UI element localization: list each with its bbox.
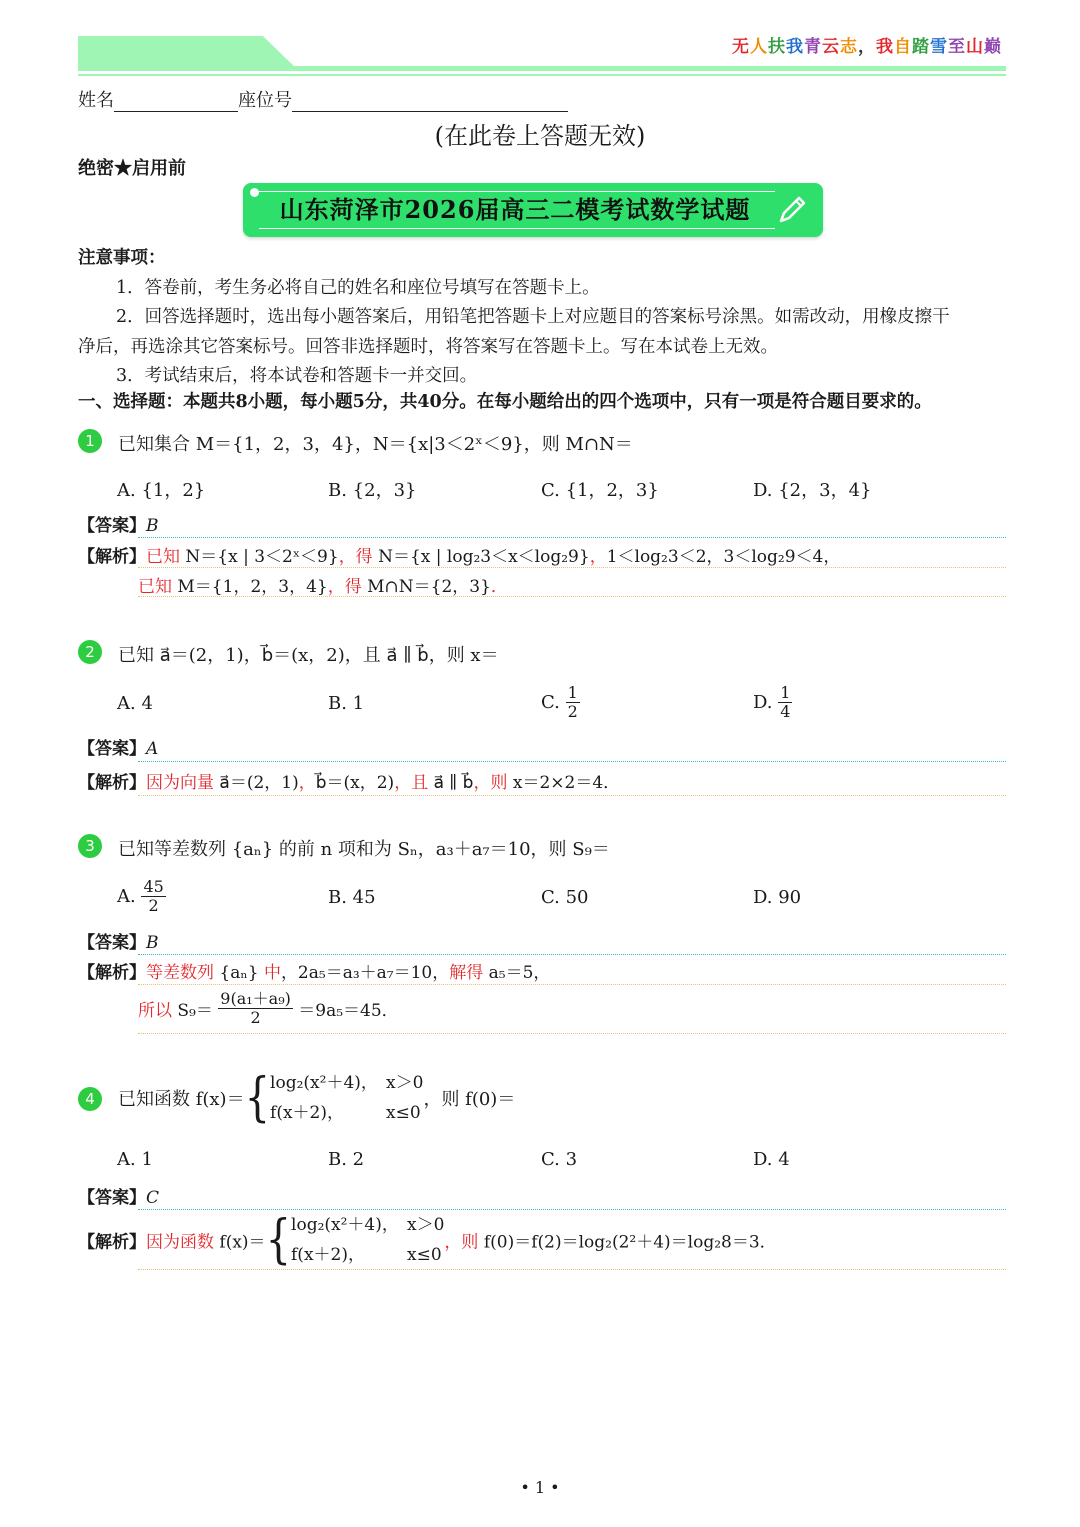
header-rule-thin (78, 74, 1006, 76)
header-rule (78, 66, 1006, 71)
numerator: 9(a₁＋a₉) (220, 989, 291, 1008)
answer-value: B (146, 933, 159, 953)
motto-char: 我 (876, 37, 894, 57)
analysis-text (138, 577, 508, 597)
analysis-text (146, 773, 620, 793)
analysis-segment: N＝{x | log₂3＜x＜log₂9} (372, 547, 590, 567)
void-note: (在此卷上答题无效) (434, 122, 646, 150)
motto-char: 山 (966, 37, 984, 57)
option-c[interactable]: C. 3 (541, 1149, 578, 1170)
notice-heading: 注意事项： (78, 248, 166, 268)
piecewise-cases (270, 1068, 423, 1128)
option-b[interactable]: B. 1 (328, 693, 365, 714)
case-cond: x≤0 (386, 1103, 421, 1123)
answer-value: B (146, 516, 159, 536)
stem-text: 已知函数 f(x)＝ (118, 1089, 245, 1110)
piecewise-cases (291, 1210, 444, 1270)
question-stem: 已知等差数列 {aₙ} 的前 n 项和为 Sₙ，a₃＋a₇＝10，则 S₉＝ (118, 839, 610, 860)
analysis-segment: a⃗ ∥ b⃗ (428, 773, 474, 793)
option-d[interactable]: D. 4 (753, 1149, 790, 1170)
question-stem (118, 1068, 515, 1128)
analysis-segment: M＝{1，2，3，4} (172, 577, 328, 597)
analysis-segment: {aₙ} (214, 963, 264, 983)
answer-line (78, 511, 159, 536)
name-seat-line (78, 86, 568, 112)
case-expr: f(x＋2)， (291, 1245, 365, 1265)
case-cond: x＞0 (407, 1215, 445, 1235)
analysis-line (78, 542, 840, 567)
analysis-segment: ， (298, 773, 316, 793)
analysis-segment: 已知 (146, 547, 180, 567)
option-a[interactable]: A. {1，2} (117, 480, 206, 501)
option-b[interactable]: B. {2，3} (328, 480, 417, 501)
analysis-segment: ，则 (473, 773, 508, 793)
denominator: 2 (250, 1008, 261, 1027)
exam-title: 山东菏泽市2026届高三二模考试数学试题 (279, 195, 751, 224)
option-b[interactable]: B. 2 (328, 1149, 365, 1170)
case-expr: log₂(x²＋4)， (291, 1215, 399, 1235)
analysis-prefix: 所以 (138, 1001, 172, 1021)
option-label: D. (753, 692, 773, 713)
option-label: A. (117, 886, 136, 907)
fraction (218, 990, 293, 1027)
case-cond: x≤0 (407, 1245, 442, 1265)
question-number-badge: 1 (78, 429, 102, 453)
analysis-segment: ，且 (394, 773, 429, 793)
analysis-segment: M∩N＝{2，3} (361, 577, 491, 597)
divider (138, 537, 1006, 538)
numerator: 1 (567, 683, 578, 702)
option-c[interactable]: C. {1，2，3} (541, 480, 659, 501)
notice-item-cont: 净后，再选涂其它答案标号。回答非选择题时，将答案写在答题卡上。写在本试卷上无效。 (78, 336, 778, 357)
analysis-segment: ． (490, 577, 508, 597)
analysis-label: 【解析】 (78, 773, 146, 793)
notice-item: 1．答卷前，考生务必将自己的姓名和座位号填写在答题卡上。 (116, 277, 600, 298)
analysis-label: 【解析】 (78, 963, 146, 983)
option-label: C. (541, 692, 560, 713)
analysis-segment: 中 (263, 963, 281, 983)
option-d[interactable] (753, 684, 792, 721)
denominator: 2 (148, 896, 159, 915)
analysis-text: f(x)＝ (214, 1232, 266, 1253)
divider (138, 596, 1006, 597)
motto-char: 无 (732, 37, 750, 57)
fraction (566, 684, 580, 721)
question-stem: 已知集合 M＝{1，2，3，4}，N＝{x|3＜2ˣ＜9}，则 M∩N＝ (118, 434, 633, 455)
answer-label: 【答案】 (78, 739, 146, 759)
divider (138, 761, 1006, 762)
option-d[interactable]: D. {2，3，4} (753, 480, 872, 501)
motto-char: 我 (786, 37, 804, 57)
name-label: 姓名 (78, 90, 114, 111)
analysis-text: ，则 (444, 1232, 479, 1253)
numerator: 45 (143, 877, 164, 896)
answer-line (78, 1183, 159, 1208)
analysis-segment: a⃗＝(2，1) (214, 773, 299, 793)
motto-char: 扶 (768, 37, 786, 57)
option-a[interactable]: A. 1 (117, 1149, 153, 1170)
denominator: 4 (780, 702, 791, 721)
motto-char: 巅 (984, 37, 1002, 57)
option-a[interactable] (117, 878, 166, 915)
option-c[interactable] (541, 684, 580, 721)
motto-char: ， (858, 37, 876, 57)
analysis-segment: b⃗＝(x，2) (315, 773, 395, 793)
notice-block (78, 244, 1008, 392)
answer-label: 【答案】 (78, 933, 146, 953)
page-number: • 1 • (520, 1478, 560, 1497)
analysis-segment: a₅＝5， (483, 963, 551, 983)
analysis-segment: 等差数列 (146, 963, 214, 983)
option-d[interactable]: D. 90 (753, 887, 802, 908)
analysis-segment: ， (589, 547, 607, 567)
analysis-label: 【解析】 (78, 1232, 146, 1253)
divider (138, 1033, 1006, 1034)
divider (138, 984, 1006, 985)
analysis-rhs: ＝9a₅＝45． (298, 1001, 399, 1021)
case-expr: f(x＋2)， (270, 1103, 345, 1123)
answer-line (78, 928, 159, 953)
notice-item: 2．回答选择题时，选出每小题答案后，用铅笔把答题卡上对应题目的答案标号涂黑。如需改动，用橡皮擦干 (116, 307, 950, 327)
analysis-segment: 解得 (449, 963, 484, 983)
analysis-segment: ，2a₅＝a₃＋a₇＝10， (280, 963, 450, 983)
analysis-text: f(0)＝f(2)＝log₂(2²＋4)＝log₂8＝3． (478, 1232, 777, 1253)
question-number-badge: 2 (78, 640, 102, 664)
secret-label: 绝密★启用前 (78, 158, 186, 179)
answer-line (78, 734, 158, 759)
divider (138, 1269, 1006, 1270)
divider (138, 795, 1006, 796)
divider (138, 567, 1006, 568)
motto-char: 青 (804, 37, 822, 57)
motto-char: 云 (822, 37, 840, 57)
question-number-badge: 3 (78, 834, 102, 858)
analysis-line (78, 1210, 777, 1270)
section-heading: 一、选择题：本题共8小题，每小题5分，共40分。在每小题给出的四个选项中，只有一项是符合题目要求的。 (78, 392, 932, 412)
analysis-segment: N＝{x | 3＜2ˣ＜9} (180, 547, 339, 567)
answer-label: 【答案】 (78, 1188, 146, 1208)
case-cond: x＞0 (386, 1073, 424, 1093)
option-c[interactable]: C. 50 (541, 887, 589, 908)
motto-char: 雪 (930, 37, 948, 57)
seat-label: 座位号 (238, 90, 292, 111)
analysis-line (78, 768, 620, 793)
header-band (78, 36, 298, 70)
seat-blank[interactable] (292, 91, 568, 112)
analysis-text (146, 547, 840, 567)
divider (138, 954, 1006, 955)
pencil-icon (775, 193, 809, 227)
analysis-lhs: S₉＝ (177, 1001, 213, 1021)
option-a[interactable]: A. 4 (117, 693, 153, 714)
analysis-segment: ，得 (338, 547, 373, 567)
option-b[interactable]: B. 45 (328, 887, 376, 908)
name-blank[interactable] (114, 91, 238, 112)
analysis-segment: 已知 (138, 577, 172, 597)
question-number-badge: 4 (78, 1087, 102, 1111)
analysis-label: 【解析】 (78, 547, 146, 567)
header-motto (732, 32, 1002, 57)
answer-label: 【答案】 (78, 516, 146, 536)
title-banner (243, 183, 823, 237)
answer-value: C (146, 1188, 160, 1208)
numerator: 1 (780, 683, 791, 702)
motto-char: 志 (840, 37, 858, 57)
fraction (141, 878, 165, 915)
brace: { (244, 1068, 271, 1128)
denominator: 2 (567, 702, 578, 721)
fraction (778, 684, 792, 721)
analysis-segment: 因为向量 (146, 773, 214, 793)
analysis-line (78, 958, 550, 983)
case-expr: log₂(x²＋4)， (270, 1073, 378, 1093)
motto-char: 人 (750, 37, 768, 57)
notice-item: 3．考试结束后，将本试卷和答题卡一并交回。 (116, 366, 478, 386)
stem-text: ，则 f(0)＝ (423, 1089, 516, 1110)
analysis-text: 因为函数 (146, 1232, 214, 1253)
answer-value: A (146, 739, 159, 759)
brace: { (265, 1210, 292, 1270)
motto-char: 踏 (912, 37, 930, 57)
question-stem: 已知 a⃗＝(2，1)，b⃗＝(x，2)，且 a⃗ ∥ b⃗，则 x＝ (118, 645, 499, 666)
motto-char: 至 (948, 37, 966, 57)
analysis-segment: 1＜log₂3＜2，3＜log₂9＜4， (606, 547, 841, 567)
analysis-line (138, 990, 399, 1027)
analysis-line (138, 572, 508, 597)
motto-char: 自 (894, 37, 912, 57)
analysis-segment: x＝2×2＝4． (507, 773, 621, 793)
analysis-segment: ，得 (327, 577, 362, 597)
analysis-text (146, 963, 550, 983)
